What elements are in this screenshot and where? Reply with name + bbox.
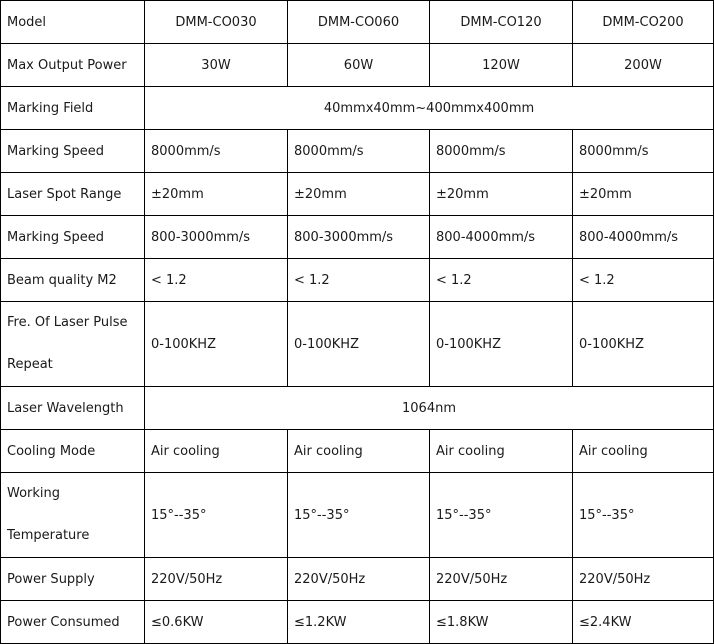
- table-cell: < 1.2: [573, 259, 714, 302]
- table-cell: 30W: [145, 44, 288, 87]
- table-row-pulse-repeat: [1, 302, 714, 387]
- table-cell: ≤0.6KW: [145, 601, 288, 644]
- table-cell: ≤2.4KW: [573, 601, 714, 644]
- table-row-working-temperature: [1, 473, 714, 558]
- table-cell: 220V/50Hz: [573, 558, 714, 601]
- table-cell: < 1.2: [430, 259, 573, 302]
- row-label: Beam quality M2: [1, 259, 145, 302]
- table-cell: Air cooling: [288, 430, 430, 473]
- table-cell: ±20mm: [430, 173, 573, 216]
- table-row-marking-field: [1, 87, 714, 130]
- table-cell: 15°--35°: [430, 473, 573, 558]
- row-label: Working Temperature: [1, 473, 145, 558]
- table-cell: 200W: [573, 44, 714, 87]
- table-cell: 15°--35°: [288, 473, 430, 558]
- table-cell: ≤1.2KW: [288, 601, 430, 644]
- table-cell: ±20mm: [145, 173, 288, 216]
- table-row-laser-spot-range: [1, 173, 714, 216]
- row-label: Max Output Power: [1, 44, 145, 87]
- table-cell-merged: 1064nm: [145, 387, 714, 430]
- model-header: DMM-CO120: [430, 1, 573, 44]
- model-header: DMM-CO200: [573, 1, 714, 44]
- table-cell: 220V/50Hz: [145, 558, 288, 601]
- table-cell: ±20mm: [573, 173, 714, 216]
- model-header: DMM-CO060: [288, 1, 430, 44]
- row-label: Laser Wavelength: [1, 387, 145, 430]
- row-label: Marking Speed: [1, 216, 145, 259]
- row-label: Power Supply: [1, 558, 145, 601]
- model-header: DMM-CO030: [145, 1, 288, 44]
- table-cell: Air cooling: [430, 430, 573, 473]
- table-cell: 800-4000mm/s: [430, 216, 573, 259]
- table-row-wavelength: [1, 387, 714, 430]
- table-row-cooling-mode: [1, 430, 714, 473]
- table-cell: 0-100KHZ: [145, 302, 288, 387]
- table-cell: 120W: [430, 44, 573, 87]
- table-cell: 800-3000mm/s: [288, 216, 430, 259]
- table-cell: 220V/50Hz: [430, 558, 573, 601]
- table-cell: Air cooling: [573, 430, 714, 473]
- table-row-power-consumed: [1, 601, 714, 644]
- row-label: Marking Field: [1, 87, 145, 130]
- table-cell: 60W: [288, 44, 430, 87]
- row-label: Cooling Mode: [1, 430, 145, 473]
- row-label: Power Consumed: [1, 601, 145, 644]
- table-cell: 15°--35°: [573, 473, 714, 558]
- table-cell: 8000mm/s: [288, 130, 430, 173]
- table-cell: 800-4000mm/s: [573, 216, 714, 259]
- table-cell-merged: 40mmx40mm~400mmx400mm: [145, 87, 714, 130]
- table-cell: 8000mm/s: [573, 130, 714, 173]
- table-cell: 8000mm/s: [145, 130, 288, 173]
- table-cell: < 1.2: [145, 259, 288, 302]
- row-label: Laser Spot Range: [1, 173, 145, 216]
- table-cell: 0-100KHZ: [573, 302, 714, 387]
- table-cell: 800-3000mm/s: [145, 216, 288, 259]
- table-cell: Air cooling: [145, 430, 288, 473]
- table-row-max-output-power: [1, 44, 714, 87]
- table-cell: 0-100KHZ: [430, 302, 573, 387]
- table-cell: 220V/50Hz: [288, 558, 430, 601]
- table-cell: < 1.2: [288, 259, 430, 302]
- table-row-marking-speed-range: [1, 216, 714, 259]
- table-row-power-supply: [1, 558, 714, 601]
- table-cell: 8000mm/s: [430, 130, 573, 173]
- row-label: Fre. Of Laser Pulse Repeat: [1, 302, 145, 387]
- table-row-model: [1, 1, 714, 44]
- table-cell: ±20mm: [288, 173, 430, 216]
- table-row-marking-speed: [1, 130, 714, 173]
- row-label: Model: [1, 1, 145, 44]
- row-label: Marking Speed: [1, 130, 145, 173]
- table-row-beam-quality: [1, 259, 714, 302]
- table-cell: ≤1.8KW: [430, 601, 573, 644]
- table-cell: 15°--35°: [145, 473, 288, 558]
- table-cell: 0-100KHZ: [288, 302, 430, 387]
